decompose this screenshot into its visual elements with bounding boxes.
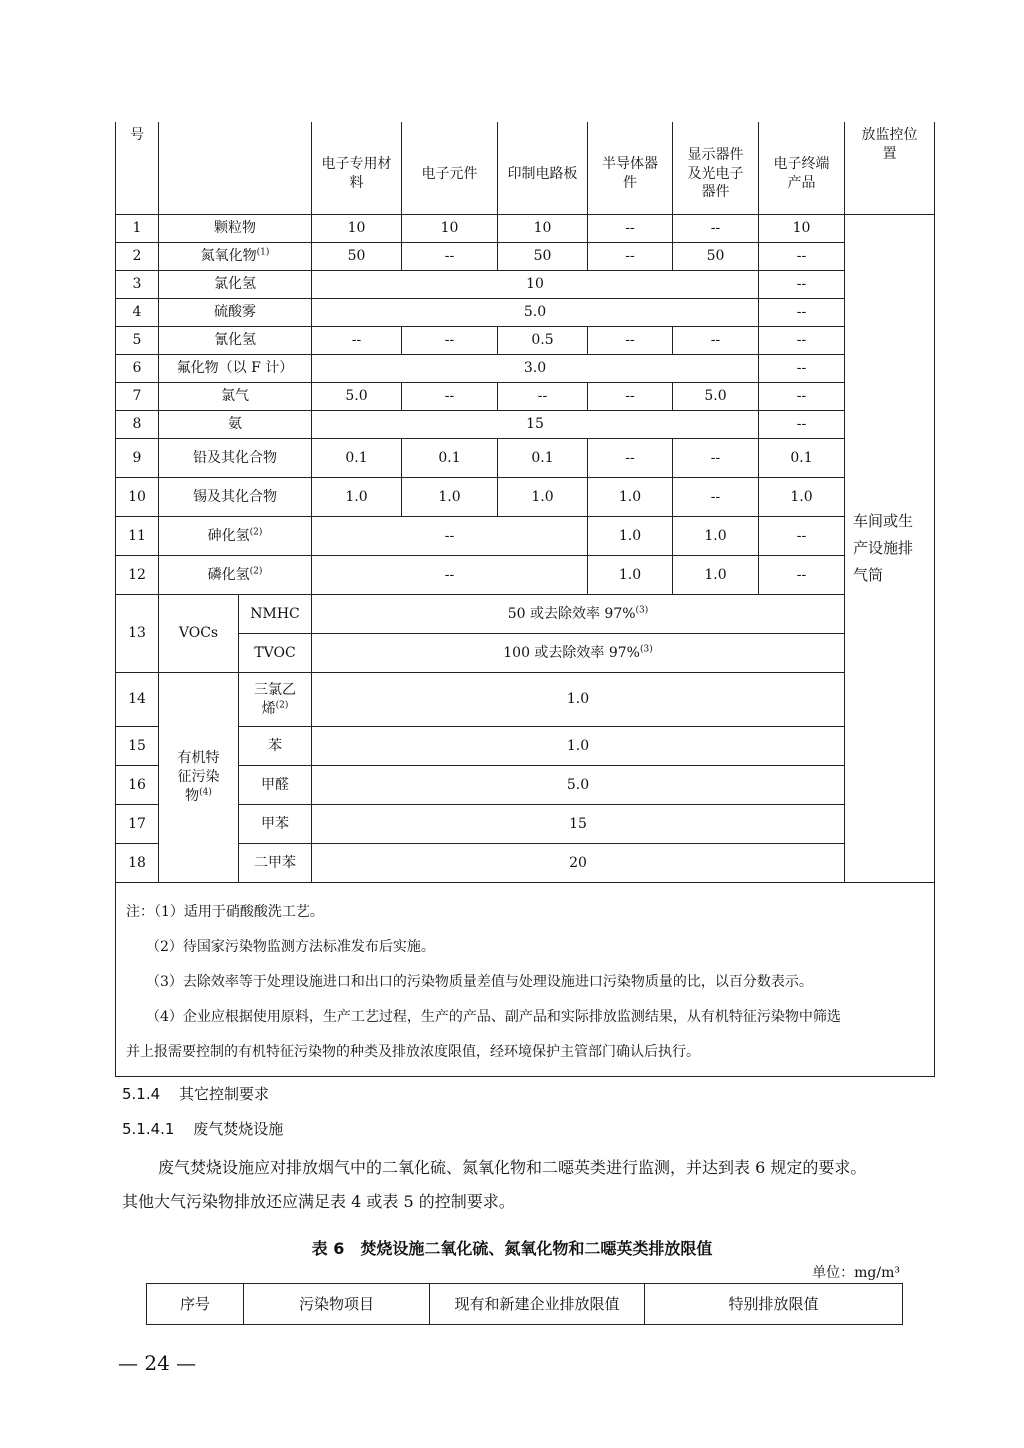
row-number: 14: [116, 673, 159, 727]
row-number: 6: [116, 355, 159, 383]
table-header-row: [116, 122, 935, 215]
section-heading-5-1-4: [122, 1083, 269, 1104]
row-number: 16: [116, 766, 159, 805]
note-line: 注：（1）适用于硝酸酸洗工艺。: [126, 904, 324, 920]
table-row: [116, 478, 935, 517]
vocs-item-name: NMHC: [239, 595, 312, 634]
section-heading-5-1-4-1: [122, 1118, 283, 1139]
table-row: [116, 355, 935, 383]
limit-value: 1.0: [673, 556, 759, 595]
limit-value: 1.0: [312, 478, 402, 517]
note-line: （3）去除效率等于处理设施进口和出口的污染物质量差值与处理设施进口污染物质量的比，以百分数表示。: [146, 974, 813, 990]
limit-value: --: [588, 327, 673, 355]
limit-value-merged: 5.0: [312, 299, 759, 327]
row-number: 15: [116, 727, 159, 766]
table-row: [116, 243, 935, 271]
limit-value: --: [673, 439, 759, 478]
cell-text: 二甲苯: [254, 854, 296, 871]
cell-text: 甲苯: [261, 815, 289, 832]
row-number: 9: [116, 439, 159, 478]
row-number: 3: [116, 271, 159, 299]
table6-unit: 单位：mg/m³: [812, 1265, 900, 1281]
limit-value: --: [673, 478, 759, 517]
organic-item-name: [239, 844, 312, 883]
table6-header-cell: 污染物项目: [244, 1284, 430, 1325]
pollutant-name: [159, 355, 312, 383]
page-number: — 24 —: [118, 1351, 197, 1375]
limit-value: --: [759, 355, 845, 383]
limit-value: 1.0: [673, 517, 759, 556]
limit-value: 50: [673, 243, 759, 271]
table-notes: [116, 883, 935, 1077]
table-row: [116, 634, 935, 673]
cell-text: 砷化氢: [207, 527, 250, 544]
limit-value: --: [759, 517, 845, 556]
monitoring-location: 车间或生产设施排气筒: [845, 215, 935, 883]
limit-value: 5.0: [673, 383, 759, 411]
footnote-mark: (3): [640, 643, 653, 654]
cell-text: 颗粒物: [214, 220, 256, 237]
row-number: 8: [116, 411, 159, 439]
incineration-limits-table: [146, 1283, 903, 1325]
limit-value: --: [759, 271, 845, 299]
table-row: [116, 805, 935, 844]
section-number: 5.1.4: [122, 1085, 161, 1103]
row-number: 5: [116, 327, 159, 355]
limit-value: 1.0: [588, 517, 673, 556]
limit-value: --: [498, 383, 588, 411]
organic-item-name: [239, 727, 312, 766]
table-row: [116, 271, 935, 299]
cell-text: 氟化物（以 F 计）: [176, 360, 294, 377]
table6-header-cell: 现有和新建企业排放限值: [430, 1284, 645, 1325]
limit-value: --: [759, 383, 845, 411]
limit-value: 0.5: [498, 327, 588, 355]
cell-text: 有机特征污染物: [177, 750, 220, 804]
cell-text: 铅及其化合物: [193, 449, 277, 466]
row-number: 12: [116, 556, 159, 595]
header-pollutant: [159, 122, 312, 215]
header-location: 放监控位置: [845, 122, 935, 215]
footnote-mark: (4): [199, 787, 212, 798]
table6-header-cell: 序号: [147, 1284, 244, 1325]
limit-value: --: [673, 215, 759, 243]
vocs-item-value: [312, 595, 845, 634]
footnote-mark: (1): [256, 247, 270, 258]
row-number: 13: [116, 595, 159, 673]
pollutant-name: [159, 478, 312, 517]
cell-text: 氯化氢: [214, 276, 256, 293]
cell-text: 苯: [268, 737, 282, 754]
limit-value-merged: 10: [312, 271, 759, 299]
table-row: [116, 844, 935, 883]
pollutant-name: [159, 556, 312, 595]
table-row: [116, 439, 935, 478]
organic-item-value: 1.0: [312, 727, 845, 766]
limit-value: 1.0: [588, 478, 673, 517]
row-number: 4: [116, 299, 159, 327]
cell-text: 氰化氢: [214, 332, 256, 349]
cell-text: 三氯乙烯: [254, 681, 296, 717]
limit-value: 0.1: [402, 439, 498, 478]
limit-value: --: [673, 327, 759, 355]
subsection-number: 5.1.4.1: [122, 1120, 175, 1138]
organic-item-value: 20: [312, 844, 845, 883]
limit-value: 1.0: [588, 556, 673, 595]
cell-text: 硫酸雾: [214, 304, 256, 321]
vocs-label: VOCs: [159, 595, 239, 673]
limit-value: --: [588, 439, 673, 478]
limit-value: 0.1: [312, 439, 402, 478]
note-line: （4）企业应根据使用原料，生产工艺过程，生产的产品、副产品和实际排放监测结果，从有机特征污染物中筛选: [146, 1009, 841, 1025]
footnote-mark: (2): [249, 565, 263, 576]
header-industry: 电子终端产品: [759, 122, 845, 215]
limit-value: --: [759, 243, 845, 271]
vocs-item-name: TVOC: [239, 634, 312, 673]
subsection-title: 废气焚烧设施: [193, 1120, 284, 1138]
limit-value: 1.0: [402, 478, 498, 517]
pollutant-name: [159, 411, 312, 439]
footnote-mark: (2): [249, 526, 263, 537]
table-row: [116, 595, 935, 634]
header-industry: 印制电路板: [498, 122, 588, 215]
limit-value: 1.0: [498, 478, 588, 517]
limit-value: 50: [498, 243, 588, 271]
limit-value-merged: 3.0: [312, 355, 759, 383]
table6-header-row: [147, 1284, 903, 1325]
table-row: [116, 727, 935, 766]
table-row: [116, 517, 935, 556]
limit-value: --: [588, 383, 673, 411]
header-industry: 半导体器件: [588, 122, 673, 215]
limit-value: --: [759, 556, 845, 595]
organic-item-name: [239, 805, 312, 844]
paragraph-line-1: 废气焚烧设施应对排放烟气中的二氧化硫、氮氧化物和二噁英类进行监测，并达到表 6 规定的要求。: [158, 1158, 867, 1177]
pollutant-name: [159, 271, 312, 299]
table-row: [116, 299, 935, 327]
table-row: [116, 215, 935, 243]
limit-value: --: [312, 327, 402, 355]
organic-item-name: [239, 673, 312, 727]
header-industry: 电子专用材料: [312, 122, 402, 215]
row-number: 1: [116, 215, 159, 243]
limit-value: --: [402, 243, 498, 271]
table-row: [116, 383, 935, 411]
note-line: （2）待国家污染物监测方法标准发布后实施。: [146, 939, 435, 955]
row-number: 17: [116, 805, 159, 844]
note-line: 并上报需要控制的有机特征污染物的种类及排放浓度限值，经环境保护主管部门确认后执行。: [126, 1044, 700, 1060]
pollutant-name: [159, 517, 312, 556]
limit-value-merged: --: [312, 556, 588, 595]
table-row: [116, 766, 935, 805]
limit-value: 5.0: [312, 383, 402, 411]
cell-text: 锡及其化合物: [193, 488, 277, 505]
notes-row: [116, 883, 935, 1077]
table6-header-cell: 特别排放限值: [645, 1284, 903, 1325]
row-number: 10: [116, 478, 159, 517]
vocs-item-value: [312, 634, 845, 673]
section-title: 其它控制要求: [178, 1085, 269, 1103]
pollutant-name: [159, 383, 312, 411]
organic-item-value: 5.0: [312, 766, 845, 805]
pollutant-name: [159, 243, 312, 271]
cell-text: 100 或去除效率 97%: [503, 644, 640, 661]
organic-item-value: 15: [312, 805, 845, 844]
table6-title: 表 6 焚烧设施二氧化硫、氮氧化物和二噁英类排放限值: [311, 1239, 713, 1258]
cell-text: 甲醛: [261, 776, 289, 793]
limit-value: 0.1: [759, 439, 845, 478]
cell-text: 氯气: [221, 388, 249, 405]
limit-value: 50: [312, 243, 402, 271]
table-row: [116, 411, 935, 439]
limit-value: 10: [402, 215, 498, 243]
organic-item-value: 1.0: [312, 673, 845, 727]
limit-value: --: [588, 215, 673, 243]
header-industry: 电子元件: [402, 122, 498, 215]
organic-label: [159, 673, 239, 883]
limit-value: --: [588, 243, 673, 271]
limit-value-merged: 15: [312, 411, 759, 439]
limit-value: --: [759, 327, 845, 355]
header-industry: 显示器件及光电子器件: [673, 122, 759, 215]
footnote-mark: (2): [275, 699, 289, 710]
paragraph-line-2: 其他大气污染物排放还应满足表 4 或表 5 的控制要求。: [122, 1192, 515, 1211]
table-row: [116, 327, 935, 355]
limit-value: --: [759, 411, 845, 439]
table-row: [116, 673, 935, 727]
limit-value: --: [759, 299, 845, 327]
emission-limits-table: [115, 122, 935, 1077]
limit-value: --: [402, 327, 498, 355]
cell-text: 氨: [228, 416, 242, 433]
limit-value: 10: [498, 215, 588, 243]
cell-text: 磷化氢: [207, 566, 250, 583]
row-number: 18: [116, 844, 159, 883]
organic-item-name: [239, 766, 312, 805]
limit-value: 10: [312, 215, 402, 243]
cell-text: 50 或去除效率 97%: [507, 605, 636, 622]
limit-value-merged: --: [312, 517, 588, 556]
pollutant-name: [159, 215, 312, 243]
row-number: 7: [116, 383, 159, 411]
header-no: 号: [116, 122, 159, 215]
pollutant-name: [159, 327, 312, 355]
pollutant-name: [159, 299, 312, 327]
limit-value: 0.1: [498, 439, 588, 478]
row-number: 2: [116, 243, 159, 271]
limit-value: --: [402, 383, 498, 411]
limit-value: 10: [759, 215, 845, 243]
footnote-mark: (3): [635, 604, 649, 615]
row-number: 11: [116, 517, 159, 556]
pollutant-name: [159, 439, 312, 478]
table-row: [116, 556, 935, 595]
limit-value: 1.0: [759, 478, 845, 517]
cell-text: 氮氧化物: [200, 248, 257, 265]
